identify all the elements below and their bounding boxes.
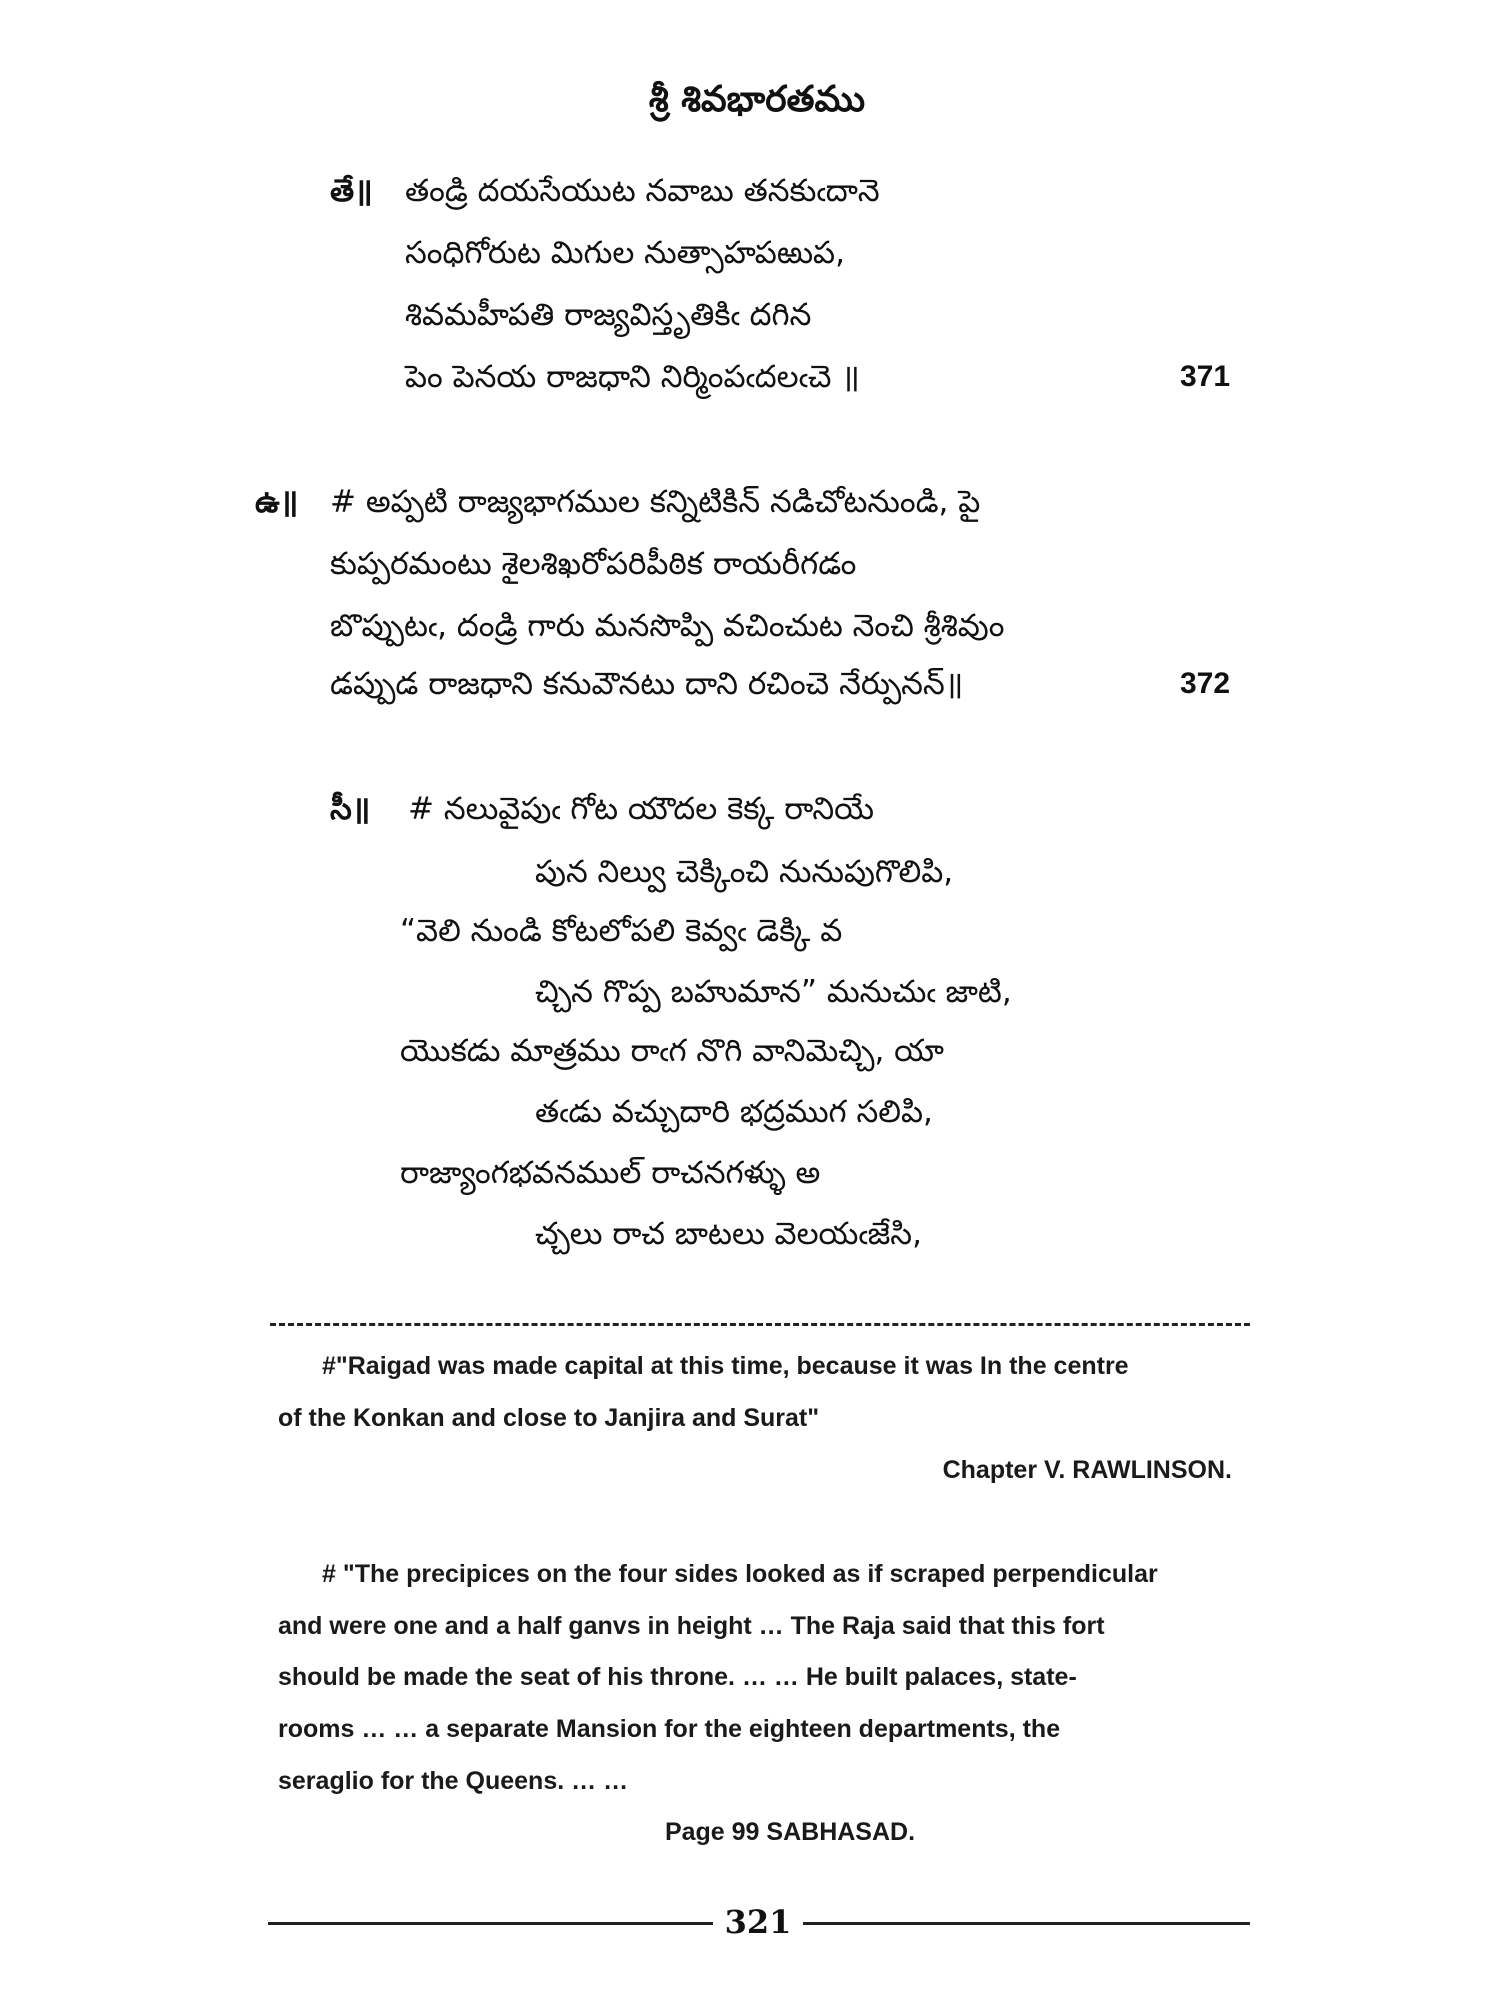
verse-meter-label: సీ॥ [330, 791, 371, 827]
verse-line: సంధిగోరుట మిగుల నుత్సాహపఱుప, [405, 235, 845, 271]
footnote-line: rooms … … a separate Mansion for the eighteen departments, the [278, 1715, 1061, 1743]
verse-line: తండ్రి దయసేయుట నవాబు తనకుఁదానె [405, 173, 880, 209]
verse-line: పెం పెనయ రాజధాని నిర్మింపఁదలఁచె ॥ [405, 359, 860, 395]
footnote-source: Page 99 SABHASAD. [664, 1818, 916, 1846]
verse-line: # నలువైపుఁ గోట యౌదల కెక్క రానియే [408, 791, 874, 827]
verse-line: చ్చలు రాచ బాటలు వెలయఁజేసి, [535, 1216, 922, 1252]
verse-line: తఁడు వచ్చుదారి భద్రముగ సలిపి, [535, 1094, 933, 1130]
verse-line: పున నిల్వు చెక్కించి నునుపుగొలిపి, [535, 854, 954, 890]
verse-number: 371 [1180, 360, 1231, 393]
page-title: శ్రీ శివభారతము [648, 79, 866, 120]
footer-rule-right [803, 1922, 1250, 1925]
footnote-separator [270, 1323, 1250, 1326]
verse-line: కుప్పరమంటు శైలశిఖరోపరిపీఠిక రాయరీగడం [330, 546, 857, 582]
footer-rule-left [268, 1922, 713, 1925]
footnote-line: of the Konkan and close to Janjira and Surat" [278, 1404, 820, 1432]
verse-line: శివమహీపతి రాజ్యవిస్తృతికిఁ దగిన [405, 297, 812, 333]
verse-line: “వెలి నుండి కోటలోపలి కెవ్వఁ డెక్కి వ [400, 913, 843, 949]
page-number: 321 [724, 1903, 792, 1941]
verse-line: డప్పుడ రాజధాని కనువౌనటు దాని రచించె నేర్పునన్॥ [330, 666, 964, 702]
footnote-source: Chapter V. RAWLINSON. [942, 1456, 1232, 1484]
footnote-line: should be made the seat of his throne. … … He built palaces, state- [278, 1663, 1077, 1691]
footnote-line: and were one and a half ganvs in height … The Raja said that this fort [278, 1612, 1105, 1640]
verse-line: చ్చిన గొప్ప బహుమాన” మనుచుఁ జాటి, [535, 974, 1012, 1010]
verse-line: బొప్పుటఁ, దండ్రి గారు మనసొప్పి వచించుట నెంచి శ్రీశివుం [330, 608, 1005, 644]
footnote-line: #"Raigad was made capital at this time, because it was In the centre [322, 1352, 1129, 1380]
verse-meter-label: ఉ॥ [255, 484, 299, 520]
verse-line: యొకడు మాత్రము రాఁగ నొగి వానిమెచ్చి, యా [400, 1033, 944, 1069]
verse-line: రాజ్యాంగభవనముల్ రాచనగళ్ళు అ [400, 1155, 821, 1191]
footnote-line: # "The precipices on the four sides looked as if scraped perpendicular [322, 1560, 1158, 1588]
verse-line: # అప్పటి రాజ్యభాగముల కన్నిటికిన్ నడిచోటనుండి, పై [330, 484, 981, 520]
footnote-line: seraglio for the Queens. … … [278, 1767, 629, 1795]
verse-meter-label: తే॥ [330, 173, 373, 209]
verse-number: 372 [1180, 667, 1231, 700]
